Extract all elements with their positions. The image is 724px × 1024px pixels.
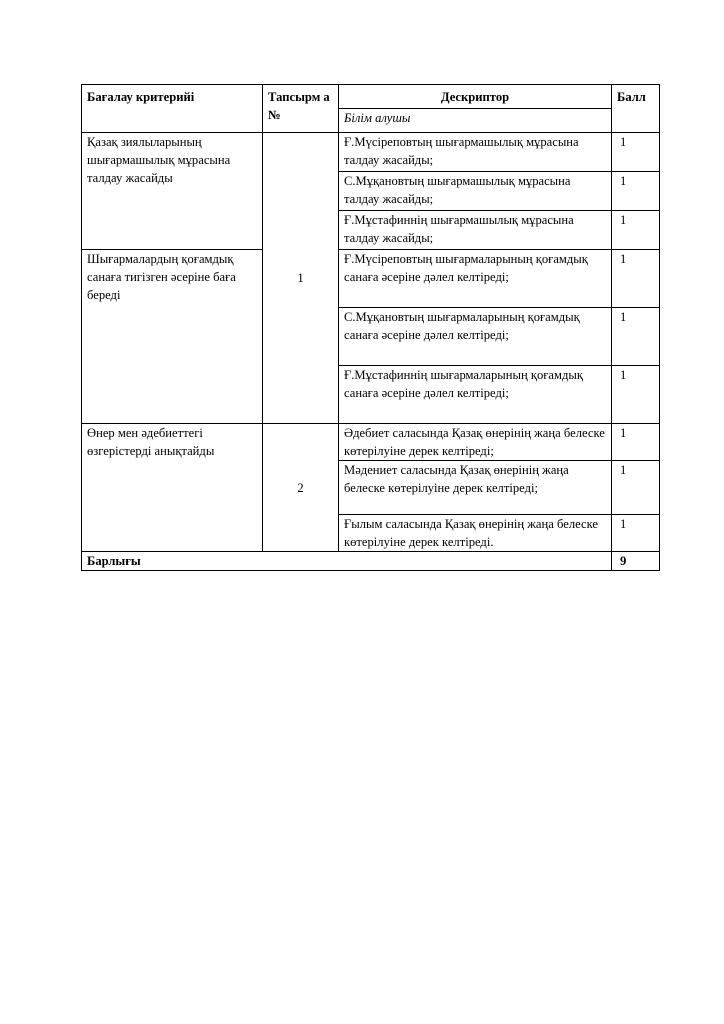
descriptor-cell: Ғ.Мүсіреповтың шығармаларының қоғамдық санаға әсеріне дәлел келтіреді; [339,250,612,308]
task-number-cell: 1 [263,133,339,424]
descriptor-cell: Ғ.Мұстафиннің шығармашылық мұрасына талдау жасайды; [339,211,612,250]
total-label: Барлығы [82,552,612,571]
descriptor-cell: Ғ.Мұстафиннің шығармаларының қоғамдық санаға әсеріне дәлел келтіреді; [339,366,612,424]
score-cell: 1 [612,515,660,552]
header-score: Балл [612,85,660,133]
total-score: 9 [612,552,660,571]
header-descriptor: Дескриптор [339,85,612,109]
assessment-table [81,84,660,571]
score-cell: 1 [612,366,660,424]
score-cell: 1 [612,250,660,308]
criterion-cell: Өнер мен әдебиеттегі өзгерістерді анықтайды [82,424,263,552]
score-cell: 1 [612,133,660,172]
task-number-cell: 2 [263,424,339,552]
score-cell: 1 [612,211,660,250]
header-criterion: Бағалау критерийі [82,85,263,133]
descriptor-cell: С.Мұқановтың шығармашылық мұрасына талдау жасайды; [339,172,612,211]
score-cell: 1 [612,461,660,515]
descriptor-cell: Ғылым саласында Қазақ өнерінің жаңа белеске көтерілуіне дерек келтіреді. [339,515,612,552]
criterion-cell: Қазақ зиялыларының шығармашылық мұрасына талдау жасайды [82,133,263,250]
descriptor-cell: С.Мұқановтың шығармаларының қоғамдық санаға әсеріне дәлел келтіреді; [339,308,612,366]
score-cell: 1 [612,308,660,366]
score-cell: 1 [612,424,660,461]
criterion-cell: Шығармалардың қоғамдық санаға тигізген әсеріне баға береді [82,250,263,424]
descriptor-cell: Ғ.Мүсіреповтың шығармашылық мұрасына талдау жасайды; [339,133,612,172]
score-cell: 1 [612,172,660,211]
descriptor-cell: Мәдениет саласында Қазақ өнерінің жаңа белеске көтерілуіне дерек келтіреді; [339,461,612,515]
descriptor-cell: Әдебиет саласында Қазақ өнерінің жаңа белеске көтерілуіне дерек келтіреді; [339,424,612,461]
header-sub-descriptor: Білім алушы [339,109,612,133]
header-task: Тапсырм а № [263,85,339,133]
